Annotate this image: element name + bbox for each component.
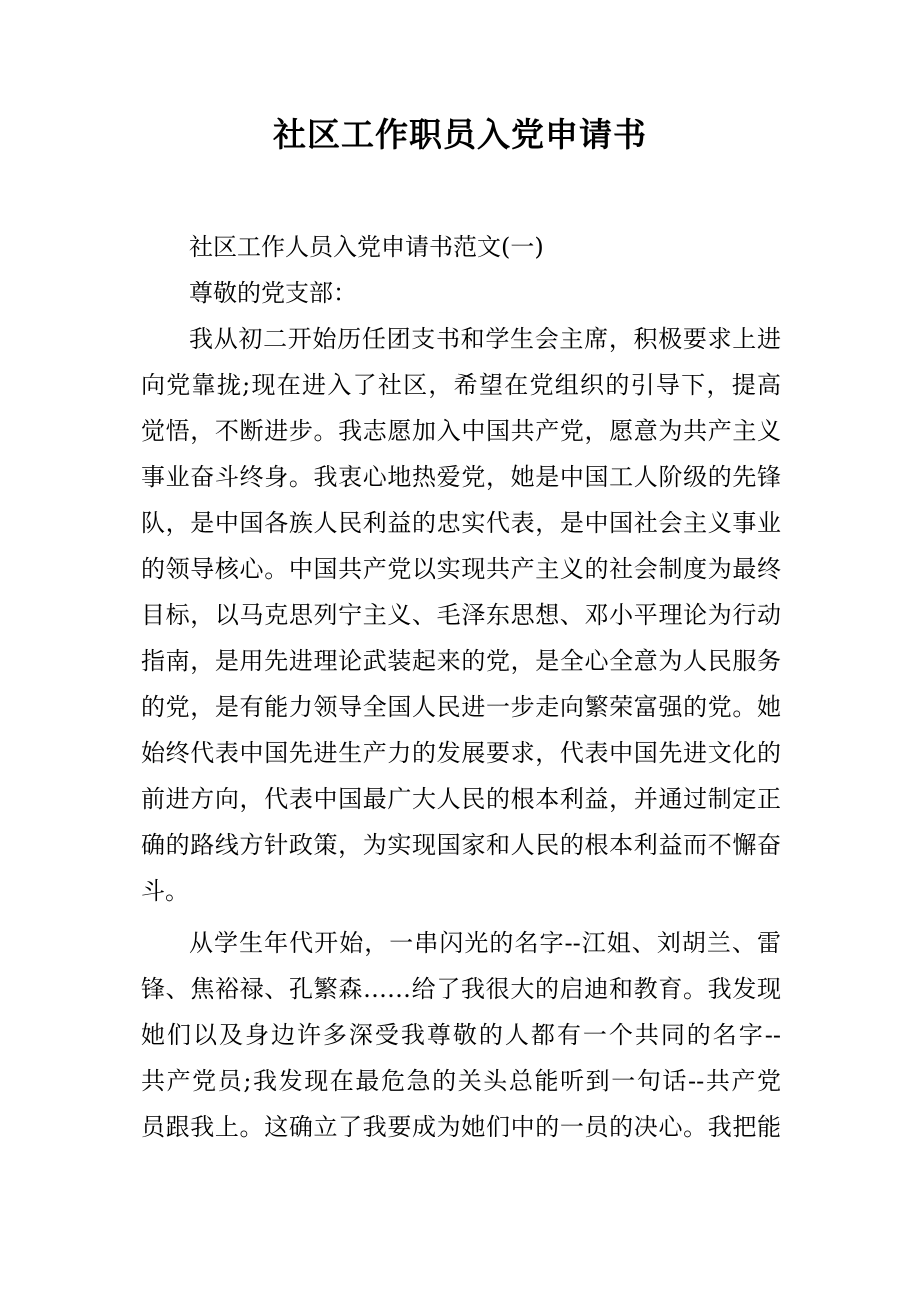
section-heading: 社区工作人员入党申请书范文(一) (189, 233, 544, 261)
paragraph-line: 目标，以马克思列宁主义、毛泽东思想、邓小平理论为行动 (141, 601, 781, 629)
paragraph-line: 始终代表中国先进生产力的发展要求，代表中国先进文化的 (141, 739, 781, 767)
paragraph-line: 事业奋斗终身。我衷心地热爱党，她是中国工人阶级的先锋 (141, 463, 781, 491)
paragraph-line: 她们以及身边许多深受我尊敬的人都有一个共同的名字-- (141, 1021, 781, 1049)
paragraph-line: 锋、焦裕禄、孔繁森……给了我很大的启迪和教育。我发现 (141, 975, 781, 1003)
paragraph-line: 觉悟，不断进步。我志愿加入中国共产党，愿意为共产主义 (141, 417, 781, 445)
paragraph-line: 向党靠拢;现在进入了社区，希望在党组织的引导下，提高 (141, 371, 781, 399)
paragraph-line: 队，是中国各族人民利益的忠实代表，是中国社会主义事业 (141, 509, 781, 537)
paragraph-line: 员跟我上。这确立了我要成为她们中的一员的决心。我把能 (141, 1113, 781, 1141)
paragraph-line: 斗。 (141, 877, 189, 905)
paragraph-line: 指南，是用先进理论武装起来的党，是全心全意为人民服务 (141, 647, 781, 675)
paragraph-line: 我从初二开始历任团支书和学生会主席，积极要求上进 (189, 325, 781, 353)
paragraph-1 (141, 316, 781, 914)
document-body (141, 224, 781, 1150)
paragraph-line: 的党，是有能力领导全国人民进一步走向繁荣富强的党。她 (141, 693, 781, 721)
paragraph-line: 从学生年代开始，一串闪光的名字--江姐、刘胡兰、雷 (189, 929, 781, 957)
document-title: 社区工作职员入党申请书 (273, 115, 647, 154)
salutation: 尊敬的党支部： (189, 279, 357, 307)
paragraph-line: 前进方向，代表中国最广大人民的根本利益，并通过制定正 (141, 785, 781, 813)
paragraph-line: 的领导核心。中国共产党以实现共产主义的社会制度为最终 (141, 555, 781, 583)
paragraph-line: 确的路线方针政策，为实现国家和人民的根本利益而不懈奋 (141, 831, 781, 859)
paragraph-line: 共产党员;我发现在最危急的关头总能听到一句话--共产党 (141, 1067, 781, 1095)
paragraph-2 (141, 920, 781, 1150)
